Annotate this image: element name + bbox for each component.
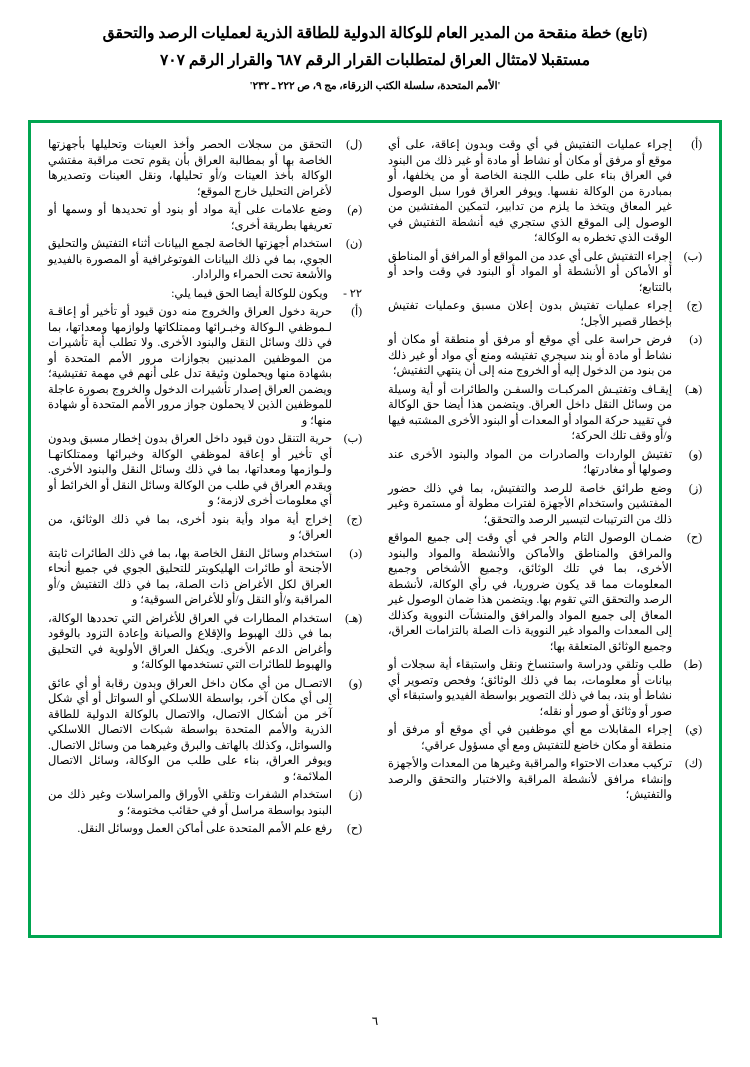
page-title-line-1: (تابع) خطة منقحة من المدير العام للوكالة الدولية للطاقة الذرية لعمليات الرصد والتحقق	[102, 25, 648, 42]
paragraph-marker: (ب)	[683, 250, 702, 263]
paragraph-text: رفع علم الأمم المتحدة على أماكن العمل ووسائل النقل.	[77, 823, 332, 835]
paragraph-text: استخدام المطارات في العراق للأغراض التي تحددها الوكالة، بما في ذلك الهبوط والإقلاع والصيانة وإعادة التزود بالوقود وأغراض الدعم الأخرى. ويكفل العراق الأولوية في التحليق والهبوط للطائرات التي تستخدمها الوكالة؛ و	[48, 612, 332, 671]
paragraph-text: استخدام الشفرات وتلقي الأوراق والمراسلات وغير ذلك من البنود بواسطة مراسل أو في حقائب مختومة؛ و	[48, 789, 332, 817]
paragraph-marker: (ز)	[688, 482, 702, 495]
paragraph-item	[48, 203, 362, 234]
paragraph-marker: (هـ)	[685, 383, 702, 396]
paragraph-text: إجراء التفتيش على أي عدد من المواقع أو المرافق أو المناطق أو الأماكن أو الأنشطة أو المواد أو البنود في وقت واحد أو بالتتابع؛	[388, 250, 672, 294]
paragraph-item	[388, 138, 702, 247]
paragraph-item	[48, 513, 362, 544]
paragraph-text: الاتصـال من أي مكان داخل العراق وبدون رقابة أو أي عائق إلى أي مكان آخر، بواسطة اللاسلكي أو السواتل أو أي شكل آخر من أشكال الاتصال، والاتصال بالوكالة الدولية للطاقة الذرية والأمم المتحدة بواسطة شبكات الاتصال اللاسلكي والسواتل، وكذلك بالهاتف والبرق وغيرهما من وسائل الاتصال. ويوفر العراق، بناء على طلب من الوكالة، وسائل الاتصال الملائمة؛ و	[48, 677, 332, 783]
paragraph-marker: (ج)	[347, 513, 362, 526]
paragraph-text: استخدام أجهزتها الخاصة لجمع البيانات أثناء التفتيش والتحليق الجوي، بما في ذلك البيانات الفوتوغرافية أو المصورة بالفيديو والأشعة تحت الحمراء والرادار.	[48, 238, 332, 281]
paragraph-item	[48, 612, 362, 674]
paragraph-item	[388, 383, 702, 445]
paragraph-text: وضع طرائق خاصة للرصد والتفتيش، بما في ذلك حضور المفتشين واستخدام الأجهزة لفترات مطولة أو مستمرة وغير ذلك من الترتيبات لتيسير الرصد والتحقق؛	[388, 482, 672, 526]
paragraph-marker: (ن)	[346, 238, 362, 250]
paragraph-marker: (ل)	[346, 139, 362, 151]
paragraph-marker: (ج)	[687, 300, 702, 312]
paragraph-text: وضع علامات على أية مواد أو بنود أو تحديدها أو وسمها أو تعريفها بطريقة أخرى؛	[48, 204, 332, 232]
paragraph-marker: (و)	[688, 448, 702, 461]
page-title-line-2: مستقبلا لامتثال العراق لمتطلبات القرار الرقم ٦٨٧ والقرار الرقم ٧٠٧	[159, 52, 591, 70]
paragraph-item	[388, 250, 702, 297]
paragraph-marker: (ز)	[348, 789, 362, 801]
paragraph-text: تركيب معدات الاحتواء والمراقبة وغيرها من المعدات والأجهزة وإنشاء مرافق لأنشطة المراقبة والاختبار والتحقق والرصد والتفتيش؛	[388, 758, 672, 801]
two-column-body	[48, 138, 702, 924]
paragraph-marker: (و)	[348, 677, 362, 690]
paragraph-item	[388, 723, 702, 754]
column-left	[48, 138, 362, 924]
paragraph-text: إخراج أية مواد وأية بنود أخرى، بما في ذلك الوثائق، من العراق؛ و	[48, 513, 332, 541]
paragraph-marker: (ح)	[347, 823, 362, 835]
paragraph-text: ويكون للوكالة أيضا الحق فيما يلي:	[171, 287, 328, 300]
numbered-paragraph-item	[48, 287, 362, 303]
paragraph-text: ضمـان الوصول التام والحر في أي وقت إلى جميع المواقع والمرافق والمناطق والأماكن والأنشطة والمواد والبنود الأخرى، بما في تلك الوثائق، وجميع الأشخاص وجميع المعلومات مما قد يكون ضروريا، في رأي الوكالة، لأنشطة الرصد والتحقق التي تقوم بها. ويتضمن هذا ضمان الوصول غير المعاق إلى جميع المواد والمرافق والمنشآت النووية وكذلك إلى المعدات والمواد غير النووية ذات الصلة بالتزامات العراق، وجميع الوثائق المتعلقة بها؛	[388, 532, 672, 653]
paragraph-marker: (د)	[349, 547, 362, 560]
paragraph-marker: ٢٢ -	[343, 287, 362, 300]
paragraph-text: طلب وتلقي ودراسة واستنساخ ونقل واستبقاء أية سجلات أو بيانات أو معلومات، بما في ذلك الوثائق؛ وفحص وتصوير أي نشاط أو بند، بما في ذلك التصوير بواسطة الفيديو واستبقاء أي صور أو وثائق أو صور أو نقله؛	[388, 659, 672, 718]
paragraph-item	[388, 299, 702, 330]
paragraph-text: حرية التنقل دون قيود داخل العراق بدون إخطار مسبق وبدون أي تأخير أو إعاقة لموظفي الوكالة وخبرائها وممتلكاتهـا ولـوازمها ومعداتها، بما في ذلك وسائل النقل والبنود الأخرى. ويقدم العراق في طلب من الوكالة وسائل النقل أو الخرائط أو أي معلومات أخرى لازمة؛ و	[48, 433, 332, 507]
paragraph-text: حرية دخول العراق والخروج منه دون قيود أو تأخير أو إعاقـة لـموظفي الـوكالة وخبـرائها وممتلكاتها ولوازمها ومعداتها، بما في ذلك وسائل النقل والبنود الأخرى. ولا تطلب أية تأشيرات من الموظفين المدنيين بجوازات مرور الأمم المتحدة أو بشهادة منها ويحملون وثيقة تدل على أنهم في مهمة تفتيشية؛ ويضمن العراق إصدار تأشيرات الدخول والخروج بصورة عاجلة للموظفين الذين لا يحملون جواز مرور الأمم المتحدة أو شهادة منها؛ و	[48, 306, 332, 427]
paragraph-item	[48, 822, 362, 838]
paragraph-marker: (ي)	[685, 724, 702, 736]
paragraph-item	[48, 432, 362, 510]
paragraph-marker: (ك)	[685, 758, 702, 770]
paragraph-text: فرض حراسة على أي موقع أو مرفق أو منطقة أو مكان أو نشاط أو مادة أو بند سيجري تفتيشه ومنع أي مواد أو غير ذلك من بنود من الدخول إليه أو الخروج منه إلى أن ينتهي التفتيش؛	[388, 334, 672, 377]
paragraph-item	[388, 757, 702, 804]
paragraph-item	[388, 482, 702, 529]
paragraph-marker: (ب)	[343, 433, 362, 445]
paragraph-marker: (أ)	[351, 306, 362, 318]
paragraph-text: التحقق من سجلات الحصر وأخذ العينات وتحليلها بأجهزتها الخاصة بها أو بمطالبة العراق بأن يقوم تحت مراقبة مفتشي الوكالة بأخذ العينات و/أو تحليلها، ونقل العينات وتصديرها لأغراض التحليل خارج الموقع؛	[48, 139, 332, 198]
paragraph-text: إجراء عمليات تفتيش بدون إعلان مسبق وعمليات تفتيش بإخطار قصير الأجل؛	[388, 300, 672, 328]
paragraph-item	[48, 677, 362, 786]
paragraph-item	[388, 658, 702, 720]
paragraph-marker: (ح)	[687, 532, 702, 544]
paragraph-marker: (ط)	[683, 659, 702, 671]
paragraph-item	[48, 547, 362, 609]
paragraph-marker: (أ)	[691, 139, 702, 151]
paragraph-text: تفتيش الواردات والصادرات من المواد والبنود الأخرى عند وصولها أو مغادرتها؛	[388, 448, 672, 476]
paragraph-text: إجراء عمليات التفتيش في أي وقت وبدون إعاقة، على أي موقع أو مرفق أو مكان أو نشاط أو مادة أو غير ذلك من البنود في العراق بناء على طلب اللجنة الخاصة أو من يخلفها، أو بمبادرة من الوكالة نفسها. ويوفر العراق فورا سبل الوصول غير المعاق ويتخذ ما يلزم من تدابير، لتمكين المفتشين من الوصول إلى الموقع الذي ستجري فيه أنشطة التفتيش في الوقت الذي تخطره به الوكالة؛	[388, 139, 672, 244]
paragraph-text: إيقـاف وتفتيـش المركبـات والسفـن والطائرات أو أية وسيلة من وسائل النقل داخل العراق. ويتضمن هذا أيضا حق الوكالة في تقييد حركة المواد أو المعدات أو البنود الأخرى المشتبه فيها و/أو وقف تلك الحركة؛	[388, 383, 672, 442]
paragraph-item	[48, 788, 362, 819]
paragraph-text: استخدام وسائل النقل الخاصة بها، بما في ذلك الطائرات ثابتة الأجنحة أو طائرات الهليكوبتر للتحليق الجوي في جميع أنحاء العراق لكل الأغراض ذات الصلة، بما في ذلك التفتيش و/أو المراقبة و/أو النقل و/أو للأغراض السوقية؛ و	[48, 547, 332, 606]
paragraph-marker: (هـ)	[345, 612, 362, 625]
document-header	[0, 0, 750, 94]
paragraph-item	[48, 305, 362, 429]
paragraph-item	[388, 531, 702, 655]
paragraph-item	[48, 138, 362, 200]
paragraph-item	[388, 333, 702, 380]
paragraph-text: إجراء المقابلات مع أي موظفين في أي موقع أو مرفق أو منطقة أو مكان خاضع للتفتيش ومع أي مسؤول عراقي؛	[388, 724, 672, 752]
source-citation: 'الأمم المتحدة، سلسلة الكتب الزرقاء، مج ٩، ص ٢٢٢ ـ ٢٣٢'	[249, 80, 501, 92]
paragraph-item	[48, 237, 362, 284]
paragraph-marker: (د)	[689, 334, 702, 346]
column-right	[388, 138, 702, 924]
paragraph-marker: (م)	[347, 204, 362, 216]
page-number: ٦	[371, 1014, 379, 1028]
paragraph-item	[388, 448, 702, 479]
